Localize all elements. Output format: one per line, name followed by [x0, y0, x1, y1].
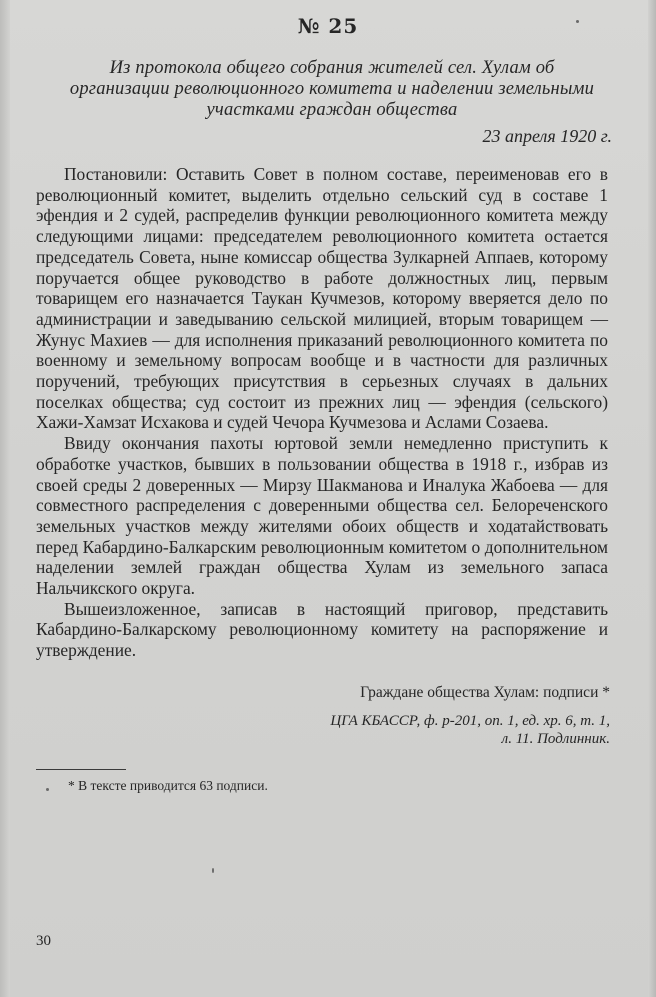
paragraph-resolution: Постановили: Оставить Совет в полном составе, переименовав его в революционный комитет, выделить отдельно сельский суд в составе 1 эфендия и 2 судей, распределив функции революционного комитета между следующими лицами: председателем революционного комитета остается председатель Совета, ныне комиссар общества Зулкарней Аппаев, которому поручается общее руководство в работе должностных лиц, первым товарищем его назначается Таукан Кучмезов, которому вверяется дело по администрации и заведыванию сельской милицией, вторым товарищем — Жунус Махиев — для исполнения приказаний революционного комитета по военному и земельному вопросам вообще и в частности для различных поручений, требующих присутствия в серьезных случаях в дальних поселках общества; суд состоит из прежних лиц — эфендия (сельского) Хажи-Хамзат Исхакова и судей Чечора Кучмезова и Аслами Созаева.	[36, 164, 608, 433]
paragraph-land: Ввиду окончания пахоты юртовой земли немедленно приступить к обработке участков, бывших в пользовании общества в 1918 г., избрав из своей среды 2 доверенных — Мирзу Шакманова и Иналука Жабоева — для совместного распределения с доверенными общества сел. Белореченского земельных участков между жителями обоих обществ и ходатайствовать перед Кабардино-Балкарским революционным комитетом о дополнительном наделении землей граждан общества Хулам из земельного запаса Нальчикского округа.	[36, 433, 608, 599]
document-number: № 25	[297, 14, 359, 38]
print-speck	[212, 868, 214, 873]
signatures-line: Граждане общества Хулам: подписи *	[360, 684, 610, 701]
page-edge-right	[648, 0, 656, 997]
page-number: 30	[36, 933, 51, 949]
document-date: 23 апреля 1920 г.	[482, 126, 612, 146]
archive-reference-line-1: ЦГА КБАССР, ф. р-201, оп. 1, ед. хр. 6, т. 1,	[330, 713, 610, 729]
archive-reference	[190, 712, 610, 748]
paragraph-conclusion: Вышеизложенное, записав в настоящий приговор, представить Кабардино-Балкарскому революционному комитету на распоряжение и утверждение.	[36, 598, 608, 661]
page-edge-left	[0, 0, 10, 997]
footnote-divider	[36, 769, 126, 770]
document-heading: Из протокола общего собрания жителей сел. Хулам об организации революционного комитета и наделении земельными участками граждан общества	[69, 58, 595, 120]
document-body	[36, 164, 608, 661]
archive-reference-line-2: л. 11. Подлинник.	[501, 731, 610, 747]
print-speck	[46, 788, 49, 791]
footnote: * В тексте приводится 63 подписи.	[68, 778, 268, 793]
print-speck	[576, 20, 579, 23]
